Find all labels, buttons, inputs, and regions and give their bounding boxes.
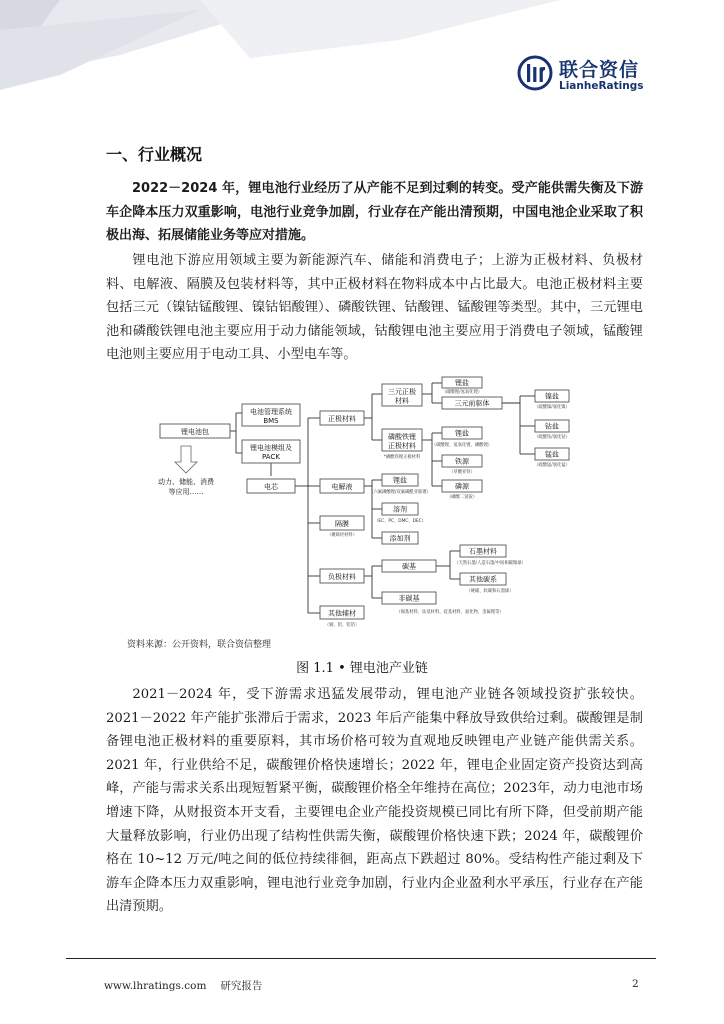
label-solvent: 溶剂 <box>393 505 407 514</box>
section-title: 一、行业概况 <box>106 145 203 164</box>
label-lithium-salt-2: 锂盐 <box>455 429 469 438</box>
label-nickel-note: （硫酸镍/氯化镍） <box>534 405 570 410</box>
label-lfp-note: *磷酸铁锂正极材料 <box>383 455 421 460</box>
label-lithium-salt-note: （碳酸锂/氢氧化锂） <box>441 390 483 395</box>
company-logo <box>517 55 647 95</box>
label-phosphorus-note: （磷酸二氢铵） <box>446 495 478 500</box>
label-apps-1: 动力、储能、消费 <box>158 478 214 486</box>
footer-doc-type: 研究报告 <box>220 980 263 992</box>
label-nickel-salt: 镍盐 <box>545 392 559 401</box>
label-carbon: 碳基 <box>402 562 416 571</box>
label-cobalt-salt: 钴盐 <box>545 422 559 431</box>
paragraph-capacity: 2021－2024 年，受下游需求迅猛发展带动，锂电池产业链各领域投资扩张较快。2021－2022 年产能扩张滞后于需求，2023 年后产能集中释放导致供给过剩。碳酸锂是制备锂电池正极材料的重要原料，其市场价格可较为直观地反映锂电产业链产能供需关系。2021 年，行业供给不足，碳酸锂价格快速增长；2022 年，锂电企业固定资产投资达到高峰，产能与需求关系出现短暂紧平衡，碳酸锂价格全年维持在高位；2023年，动力电池市场增速下降，从财报资本开支看，主要锂电企业产能投资规模已同比有所下降，但受前期产能大量释放影响，行业仍出现了结构性供需失衡，碳酸锂价格快速下跌；2024 年，碳酸锂价格在 10~12 万元/吨之间的低位持续徘徊，距高点下跌超过 80%。受结构性产能过剩及下游车企降本压力双重影响，锂电池行业竞争加剧，行业内企业盈利水平承压，行业存在产能出清预期。 <box>106 687 643 915</box>
label-lithium-salt-2-note: （碳酸锂、氢氧化锂、磷酸锂） <box>431 443 493 448</box>
label-ternary-precursor: 三元前驱体 <box>454 399 490 408</box>
label-lithium-salt-3: 锂盐 <box>393 476 407 485</box>
label-anode: 负极材料 <box>328 573 356 581</box>
label-lithium-salt-3-note: （六氟磷酸锂/双氟磺酰亚胺锂） <box>369 490 431 495</box>
label-iron-source: 铁源 <box>455 457 469 466</box>
label-graphite: 石墨材料 <box>469 547 497 556</box>
label-cell: 电芯 <box>264 483 278 491</box>
figure-source: 资料来源：公开资料，联合资信整理 <box>127 640 272 650</box>
label-electrolyte: 电解液 <box>331 483 353 491</box>
footer-divider <box>66 958 656 959</box>
label-lfp-1: 磷酸铁锂 <box>388 433 416 441</box>
label-separator: 隔膜 <box>335 520 349 528</box>
footer-left <box>104 978 276 993</box>
label-other-aux: 其他辅材 <box>328 609 356 618</box>
label-lfp-2: 正极材料 <box>388 442 416 450</box>
footer-site-link[interactable]: www.lhratings.com <box>104 980 207 992</box>
label-other-carbon: 其他碳系 <box>469 575 497 584</box>
label-solvent-note: （EC、PC、DMC、DEC） <box>374 519 426 524</box>
label-module-1: 锂电池模组及 <box>250 444 292 452</box>
label-cobalt-note: （硫酸钴/氯化钴） <box>534 435 570 440</box>
label-module-2: PACK <box>262 453 280 461</box>
figure-caption: 图 1.1 • 锂电池产业链 <box>296 661 428 676</box>
label-graphite-note: （天然石墨/人造石墨/中间相碳微球） <box>454 561 526 566</box>
label-non-carbon-note: （锡基材料、钛基材料、硅基材料、氮化物、金属锂等） <box>396 610 504 615</box>
label-lithium-salt: 锂盐 <box>455 379 469 387</box>
logo-mark-icon <box>517 55 553 91</box>
label-ncm-1: 三元正极 <box>388 388 416 396</box>
logo-cn-text: 联合资信 <box>559 59 640 81</box>
label-separator-note: （聚烯烃材料） <box>326 533 358 538</box>
industry-chain-svg <box>150 376 620 628</box>
label-phosphorus-source: 磷源 <box>455 482 469 491</box>
label-bms-1: 电池管理系统 <box>250 408 292 416</box>
label-iron-note: （草酸亚铁） <box>449 470 475 475</box>
label-additive: 添加剂 <box>389 534 411 543</box>
paragraph-summary: 2022－2024 年，锂电池行业经历了从产能不足到过剩的转变。受产能供需失衡及下游车企降本压力双重影响，电池行业竞争加剧，行业存在产能出清预期，中国电池企业采取了积极出海、拓展储能业务等应对措施。 <box>106 181 643 244</box>
page-number: 2 <box>632 978 639 990</box>
label-other-aux-note: （铜、铝、铝箔） <box>324 623 360 628</box>
label-non-carbon: 非碳基 <box>398 594 420 603</box>
down-arrow-icon <box>175 446 197 473</box>
label-ncm-2: 材料 <box>395 397 409 405</box>
header-decoration <box>0 0 560 120</box>
paragraph-industry-chain: 锂电池下游应用领域主要为新能源汽车、储能和消费电子；上游为正极材料、负极材料、电解液、隔膜及包装材料等，其中正极材料在物料成本中占比最大。电池正极材料主要包括三元（镍钴锰酸锂、镍钴铝酸锂）、磷酸铁锂、钴酸锂、锰酸锂等类型。其中，三元锂电池和磷酸铁锂电池主要应用于动力储能领域，钴酸锂电池主要应用于消费电子领域，锰酸锂电池则主要应用于电动工具、小型电车等。 <box>106 253 643 363</box>
label-bms-2: BMS <box>263 417 279 425</box>
industry-chain-diagram <box>150 376 620 628</box>
label-manganese-note: （硫酸锰/氯化锰） <box>534 463 570 468</box>
label-battery-pack: 锂电池包 <box>181 428 209 436</box>
label-manganese-salt: 锰盐 <box>545 450 559 459</box>
label-other-carbon-note: （硬碳、软碳和石墨烯） <box>466 589 514 594</box>
label-cathode: 正极材料 <box>328 415 356 423</box>
logo-en-text: LianheRatings <box>559 80 644 92</box>
label-apps-2: 等应用…… <box>168 488 204 496</box>
